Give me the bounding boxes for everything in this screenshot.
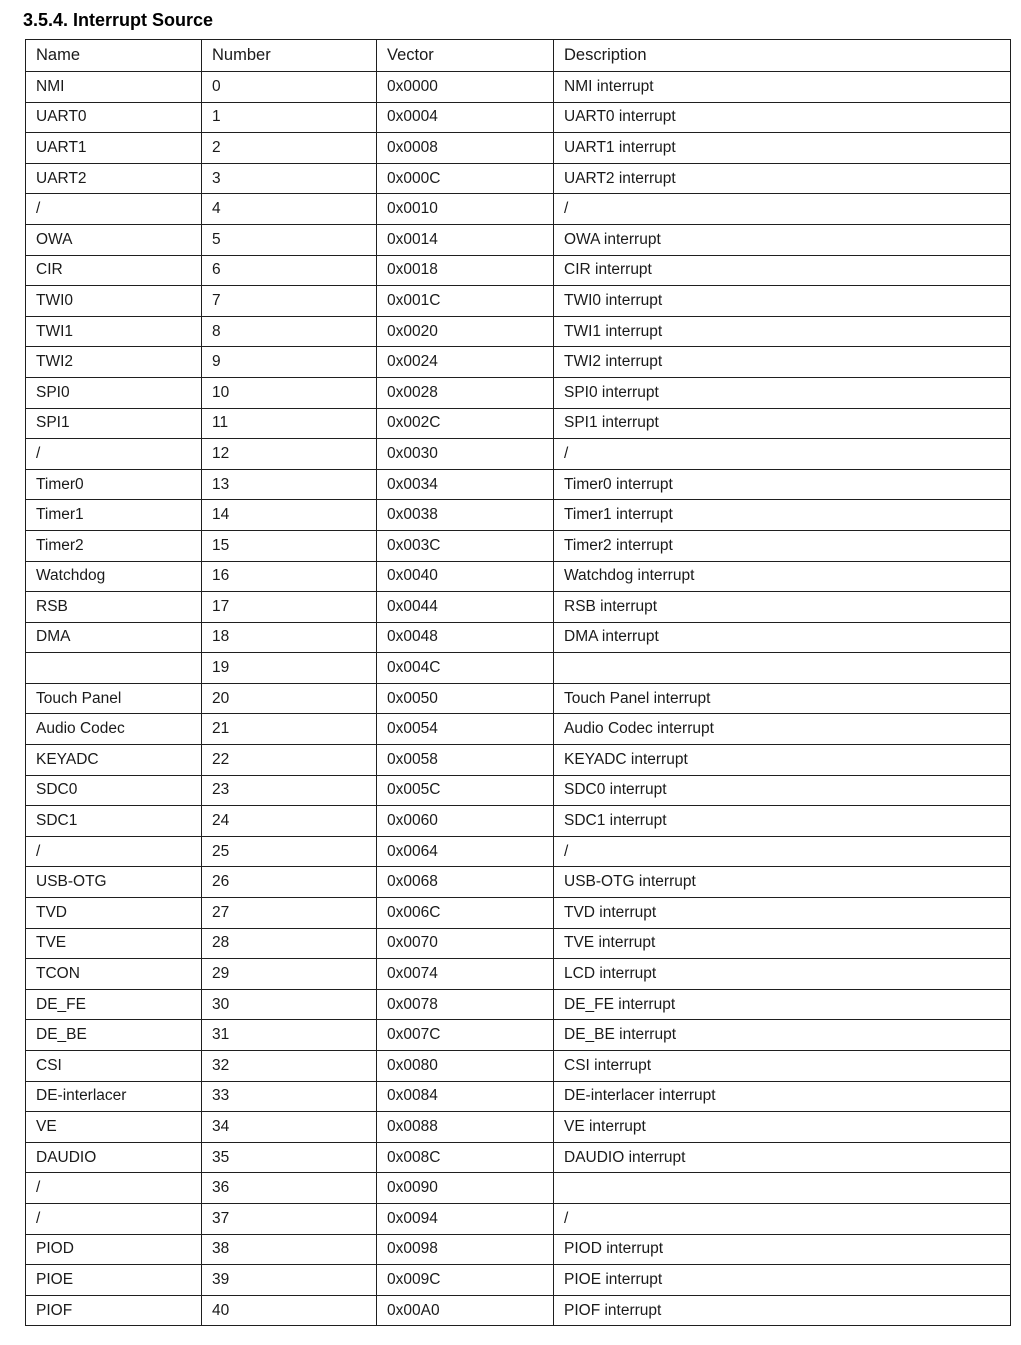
cell-number: 25 xyxy=(202,836,377,867)
cell-number: 12 xyxy=(202,439,377,470)
cell-description: DMA interrupt xyxy=(554,622,1011,653)
cell-number: 11 xyxy=(202,408,377,439)
cell-vector: 0x0098 xyxy=(377,1234,554,1265)
table-row xyxy=(26,255,1011,286)
cell-description: Watchdog interrupt xyxy=(554,561,1011,592)
cell-name: Touch Panel xyxy=(26,683,202,714)
cell-number: 10 xyxy=(202,377,377,408)
cell-vector: 0x0014 xyxy=(377,224,554,255)
cell-vector: 0x0064 xyxy=(377,836,554,867)
cell-name xyxy=(26,653,202,684)
cell-vector: 0x0048 xyxy=(377,622,554,653)
cell-name: / xyxy=(26,439,202,470)
table-row xyxy=(26,928,1011,959)
cell-description: / xyxy=(554,194,1011,225)
table-row xyxy=(26,1234,1011,1265)
cell-vector: 0x0078 xyxy=(377,989,554,1020)
cell-vector: 0x009C xyxy=(377,1265,554,1296)
table-row xyxy=(26,561,1011,592)
cell-description: PIOF interrupt xyxy=(554,1295,1011,1326)
table-row xyxy=(26,775,1011,806)
cell-description: SDC0 interrupt xyxy=(554,775,1011,806)
cell-number: 33 xyxy=(202,1081,377,1112)
cell-description: RSB interrupt xyxy=(554,592,1011,623)
table-body xyxy=(26,72,1011,1326)
cell-name: / xyxy=(26,836,202,867)
table-row xyxy=(26,1295,1011,1326)
cell-description: DE_BE interrupt xyxy=(554,1020,1011,1051)
cell-number: 24 xyxy=(202,806,377,837)
cell-vector: 0x0010 xyxy=(377,194,554,225)
cell-description: Touch Panel interrupt xyxy=(554,683,1011,714)
cell-name: USB-OTG xyxy=(26,867,202,898)
cell-name: TWI1 xyxy=(26,316,202,347)
table-row xyxy=(26,1203,1011,1234)
cell-description: TVD interrupt xyxy=(554,898,1011,929)
cell-vector: 0x000C xyxy=(377,163,554,194)
cell-vector: 0x0054 xyxy=(377,714,554,745)
cell-number: 4 xyxy=(202,194,377,225)
cell-name: / xyxy=(26,1203,202,1234)
cell-number: 13 xyxy=(202,469,377,500)
cell-vector: 0x0018 xyxy=(377,255,554,286)
cell-number: 38 xyxy=(202,1234,377,1265)
cell-number: 8 xyxy=(202,316,377,347)
cell-name: Audio Codec xyxy=(26,714,202,745)
cell-name: SDC0 xyxy=(26,775,202,806)
table-row xyxy=(26,1112,1011,1143)
cell-number: 34 xyxy=(202,1112,377,1143)
cell-name: Timer1 xyxy=(26,500,202,531)
cell-number: 20 xyxy=(202,683,377,714)
table-row xyxy=(26,1020,1011,1051)
cell-vector: 0x0084 xyxy=(377,1081,554,1112)
cell-number: 39 xyxy=(202,1265,377,1296)
cell-description: VE interrupt xyxy=(554,1112,1011,1143)
table-row xyxy=(26,194,1011,225)
cell-vector: 0x0000 xyxy=(377,72,554,103)
table-row xyxy=(26,408,1011,439)
cell-description: PIOD interrupt xyxy=(554,1234,1011,1265)
cell-vector: 0x0040 xyxy=(377,561,554,592)
table-row xyxy=(26,989,1011,1020)
cell-description: TWI0 interrupt xyxy=(554,286,1011,317)
cell-name: TVD xyxy=(26,898,202,929)
cell-vector: 0x0028 xyxy=(377,377,554,408)
cell-description: SPI1 interrupt xyxy=(554,408,1011,439)
cell-description: TVE interrupt xyxy=(554,928,1011,959)
cell-number: 9 xyxy=(202,347,377,378)
table-header-row xyxy=(26,40,1011,72)
cell-vector: 0x0038 xyxy=(377,500,554,531)
cell-description: DE-interlacer interrupt xyxy=(554,1081,1011,1112)
cell-number: 19 xyxy=(202,653,377,684)
cell-name: Watchdog xyxy=(26,561,202,592)
cell-vector: 0x008C xyxy=(377,1142,554,1173)
cell-description: DE_FE interrupt xyxy=(554,989,1011,1020)
cell-vector: 0x0050 xyxy=(377,683,554,714)
cell-name: KEYADC xyxy=(26,745,202,776)
cell-name: PIOF xyxy=(26,1295,202,1326)
cell-name: DE_BE xyxy=(26,1020,202,1051)
cell-number: 18 xyxy=(202,622,377,653)
cell-name: SPI0 xyxy=(26,377,202,408)
cell-vector: 0x0060 xyxy=(377,806,554,837)
cell-name: PIOE xyxy=(26,1265,202,1296)
table-row xyxy=(26,286,1011,317)
cell-name: TWI2 xyxy=(26,347,202,378)
cell-number: 21 xyxy=(202,714,377,745)
cell-vector: 0x0024 xyxy=(377,347,554,378)
cell-vector: 0x0088 xyxy=(377,1112,554,1143)
cell-description: Timer0 interrupt xyxy=(554,469,1011,500)
table-row xyxy=(26,500,1011,531)
cell-number: 30 xyxy=(202,989,377,1020)
cell-number: 5 xyxy=(202,224,377,255)
cell-vector: 0x001C xyxy=(377,286,554,317)
cell-name: CIR xyxy=(26,255,202,286)
cell-description: SPI0 interrupt xyxy=(554,377,1011,408)
cell-number: 36 xyxy=(202,1173,377,1204)
cell-name: UART1 xyxy=(26,133,202,164)
header-cell-number: Number xyxy=(202,40,377,72)
table-row xyxy=(26,316,1011,347)
cell-description: DAUDIO interrupt xyxy=(554,1142,1011,1173)
cell-description: KEYADC interrupt xyxy=(554,745,1011,776)
cell-description: PIOE interrupt xyxy=(554,1265,1011,1296)
cell-vector: 0x002C xyxy=(377,408,554,439)
cell-description: / xyxy=(554,836,1011,867)
cell-vector: 0x006C xyxy=(377,898,554,929)
header-cell-name: Name xyxy=(26,40,202,72)
table-row xyxy=(26,439,1011,470)
table-row xyxy=(26,1051,1011,1082)
cell-number: 15 xyxy=(202,530,377,561)
cell-description: / xyxy=(554,1203,1011,1234)
cell-description: UART1 interrupt xyxy=(554,133,1011,164)
table-row xyxy=(26,959,1011,990)
cell-description: SDC1 interrupt xyxy=(554,806,1011,837)
cell-description: / xyxy=(554,439,1011,470)
cell-number: 32 xyxy=(202,1051,377,1082)
cell-name: Timer2 xyxy=(26,530,202,561)
table-row xyxy=(26,836,1011,867)
table-row xyxy=(26,592,1011,623)
cell-vector: 0x0020 xyxy=(377,316,554,347)
cell-description: USB-OTG interrupt xyxy=(554,867,1011,898)
header-cell-description: Description xyxy=(554,40,1011,72)
table-row xyxy=(26,806,1011,837)
cell-vector: 0x0080 xyxy=(377,1051,554,1082)
cell-vector: 0x004C xyxy=(377,653,554,684)
cell-description: Audio Codec interrupt xyxy=(554,714,1011,745)
cell-vector: 0x007C xyxy=(377,1020,554,1051)
table-row xyxy=(26,377,1011,408)
table-row xyxy=(26,469,1011,500)
table-row xyxy=(26,72,1011,103)
cell-description: TWI1 interrupt xyxy=(554,316,1011,347)
cell-description: OWA interrupt xyxy=(554,224,1011,255)
cell-name: SDC1 xyxy=(26,806,202,837)
table-row xyxy=(26,163,1011,194)
cell-number: 7 xyxy=(202,286,377,317)
cell-name: VE xyxy=(26,1112,202,1143)
cell-description: CIR interrupt xyxy=(554,255,1011,286)
table-row xyxy=(26,224,1011,255)
table-row xyxy=(26,102,1011,133)
cell-name: TCON xyxy=(26,959,202,990)
cell-vector: 0x00A0 xyxy=(377,1295,554,1326)
cell-name: NMI xyxy=(26,72,202,103)
cell-name: TWI0 xyxy=(26,286,202,317)
cell-number: 2 xyxy=(202,133,377,164)
cell-number: 35 xyxy=(202,1142,377,1173)
cell-number: 22 xyxy=(202,745,377,776)
table-row xyxy=(26,653,1011,684)
cell-number: 29 xyxy=(202,959,377,990)
cell-name: UART0 xyxy=(26,102,202,133)
table-row xyxy=(26,1265,1011,1296)
cell-number: 28 xyxy=(202,928,377,959)
table-row xyxy=(26,683,1011,714)
cell-vector: 0x003C xyxy=(377,530,554,561)
table-row xyxy=(26,714,1011,745)
cell-vector: 0x005C xyxy=(377,775,554,806)
cell-name: DAUDIO xyxy=(26,1142,202,1173)
section-title: 3.5.4. Interrupt Source xyxy=(23,10,214,30)
cell-vector: 0x0090 xyxy=(377,1173,554,1204)
cell-name: UART2 xyxy=(26,163,202,194)
header-cell-vector: Vector xyxy=(377,40,554,72)
cell-description: LCD interrupt xyxy=(554,959,1011,990)
cell-name: TVE xyxy=(26,928,202,959)
cell-name: / xyxy=(26,1173,202,1204)
cell-vector: 0x0008 xyxy=(377,133,554,164)
cell-vector: 0x0034 xyxy=(377,469,554,500)
table-row xyxy=(26,867,1011,898)
cell-name: RSB xyxy=(26,592,202,623)
cell-number: 14 xyxy=(202,500,377,531)
table-row xyxy=(26,133,1011,164)
cell-vector: 0x0068 xyxy=(377,867,554,898)
cell-number: 6 xyxy=(202,255,377,286)
cell-name: OWA xyxy=(26,224,202,255)
table-row xyxy=(26,898,1011,929)
cell-description: Timer2 interrupt xyxy=(554,530,1011,561)
cell-description xyxy=(554,653,1011,684)
cell-name: SPI1 xyxy=(26,408,202,439)
cell-number: 16 xyxy=(202,561,377,592)
cell-vector: 0x0070 xyxy=(377,928,554,959)
cell-name: Timer0 xyxy=(26,469,202,500)
cell-description xyxy=(554,1173,1011,1204)
cell-description: UART2 interrupt xyxy=(554,163,1011,194)
cell-number: 26 xyxy=(202,867,377,898)
cell-number: 0 xyxy=(202,72,377,103)
cell-vector: 0x0074 xyxy=(377,959,554,990)
table-row xyxy=(26,1142,1011,1173)
cell-vector: 0x0094 xyxy=(377,1203,554,1234)
interrupt-source-table xyxy=(25,39,1011,1326)
cell-name: CSI xyxy=(26,1051,202,1082)
cell-vector: 0x0058 xyxy=(377,745,554,776)
cell-description: UART0 interrupt xyxy=(554,102,1011,133)
table-row xyxy=(26,622,1011,653)
cell-number: 27 xyxy=(202,898,377,929)
cell-description: TWI2 interrupt xyxy=(554,347,1011,378)
cell-number: 31 xyxy=(202,1020,377,1051)
cell-description: NMI interrupt xyxy=(554,72,1011,103)
table-row xyxy=(26,745,1011,776)
cell-name: DMA xyxy=(26,622,202,653)
cell-number: 40 xyxy=(202,1295,377,1326)
table-row xyxy=(26,1173,1011,1204)
cell-description: Timer1 interrupt xyxy=(554,500,1011,531)
cell-number: 37 xyxy=(202,1203,377,1234)
cell-name: / xyxy=(26,194,202,225)
cell-number: 17 xyxy=(202,592,377,623)
cell-name: PIOD xyxy=(26,1234,202,1265)
cell-name: DE_FE xyxy=(26,989,202,1020)
cell-vector: 0x0004 xyxy=(377,102,554,133)
cell-vector: 0x0044 xyxy=(377,592,554,623)
cell-number: 1 xyxy=(202,102,377,133)
cell-number: 23 xyxy=(202,775,377,806)
cell-number: 3 xyxy=(202,163,377,194)
table-row xyxy=(26,1081,1011,1112)
cell-description: CSI interrupt xyxy=(554,1051,1011,1082)
table-row xyxy=(26,347,1011,378)
cell-vector: 0x0030 xyxy=(377,439,554,470)
cell-name: DE-interlacer xyxy=(26,1081,202,1112)
table-row xyxy=(26,530,1011,561)
